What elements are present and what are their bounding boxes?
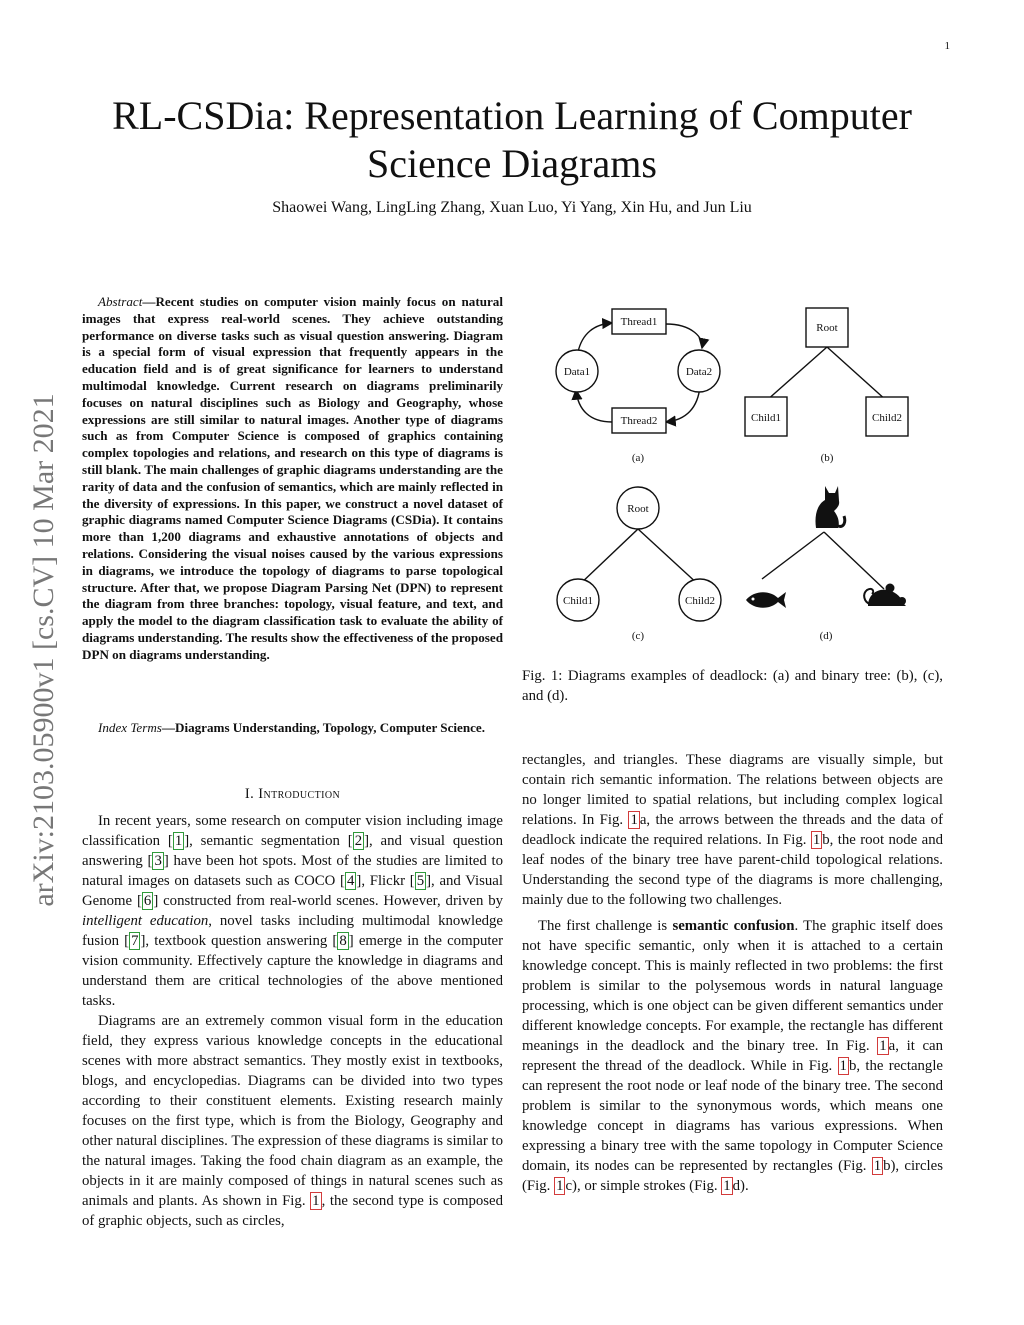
figure-link[interactable]: 1 bbox=[556, 1178, 564, 1194]
index-terms-text: Diagrams Understanding, Topology, Computer Science. bbox=[174, 720, 486, 735]
child2-label: Child2 bbox=[685, 595, 715, 607]
citation-link[interactable]: 1 bbox=[174, 833, 183, 849]
arxiv-identifier: arXiv:2103.05900v1 [cs.CV] 10 Mar 2021 bbox=[27, 393, 60, 907]
citation-link[interactable]: 3 bbox=[154, 853, 162, 869]
binary-tree-circles bbox=[557, 487, 721, 642]
subfigure-d-label: (d) bbox=[819, 630, 833, 642]
section-heading bbox=[82, 786, 503, 803]
root-label: Root bbox=[816, 322, 838, 334]
figure-link[interactable]: 1 bbox=[812, 832, 821, 848]
citation-link[interactable]: 8 bbox=[339, 933, 347, 949]
fish-icon bbox=[746, 592, 786, 608]
child1-label: Child1 bbox=[751, 412, 781, 424]
data1-label: Data1 bbox=[563, 366, 591, 378]
subfigure-c-label: (c) bbox=[631, 630, 645, 642]
paper-title: RL-CSDia: Representation Learning of Computer Science Diagrams bbox=[112, 93, 912, 186]
citation-link[interactable]: 4 bbox=[346, 873, 355, 889]
right-paragraph-1: rectangles, and triangles. These diagrams are visually simple, but contain rich semantic information. The relations between objects are no longer limited to spatial relations, but including complex logical relations. In Fig. 1 a, the arrows between the threads and the data of deadlock indicate the required relations. In Fig. 1 b, the root node and leaf nodes of the binary tree have parent-child topological relations. Understanding the second type of the diagrams is more challenging, mainly due to the following two challenges. bbox=[522, 752, 944, 908]
mouse-icon bbox=[864, 584, 906, 607]
citation-link[interactable]: 7 bbox=[131, 933, 139, 949]
deadlock-diagram bbox=[556, 309, 720, 464]
child2-label: Child2 bbox=[872, 412, 902, 424]
figure-link[interactable]: 1 bbox=[312, 1193, 320, 1209]
figure-1 bbox=[522, 290, 952, 655]
citation-link[interactable]: 2 bbox=[354, 833, 363, 849]
binary-tree-rectangles bbox=[745, 308, 908, 464]
figure-link[interactable]: 1 bbox=[879, 1038, 887, 1054]
right-column-text bbox=[522, 750, 943, 1196]
figure-link[interactable]: 1 bbox=[723, 1178, 731, 1194]
citation-link[interactable]: 5 bbox=[416, 873, 425, 889]
subfigure-b-label: (b) bbox=[820, 452, 834, 464]
root-label: Root bbox=[627, 503, 649, 515]
index-terms-label: Index Terms bbox=[98, 720, 162, 735]
thread1-label: Thread1 bbox=[620, 316, 658, 328]
arrow-thread2-to-data1 bbox=[576, 390, 612, 422]
child1-label: Child1 bbox=[563, 595, 593, 607]
abstract-label: Abstract bbox=[98, 294, 143, 309]
subfigure-a-label: (a) bbox=[631, 452, 645, 464]
abstract: Abstract—Recent studies on computer vision mainly focus on natural images that express real-world scenes. They achieve outstanding performance on diverse tasks such as visual question answering. Diagram is a special form of visual expression that frequently appears in the education field and is of great significance for learners to understand multimodal knowledge. Current research on diagrams preliminarily focuses on natural disciplines such as Biology and Geography, whose expressions are still similar to natural images. Another type of diagrams such as from Computer Science is composed of graphics containing complex topologies and relations, and research on this type of diagrams is still blank. The main challenges of graphic diagrams understanding are the rarity of data and the confusion of semantics, which are mainly reflected in the diversity of expressions. In this paper, we construct a novel dataset of graphic diagrams named Computer Science Diagrams (CSDia). It contains more than 1,200 diagrams and exhaustive annotations of objects and relations. Considering the visual noises caused by the various expressions in diagrams, we introduce the topology of diagrams to parse topological structure. After that, we propose Diagram Parsing Net (DPN) to represent the diagram from three branches: topology, visual feature, and text, and apply the model to the diagram classification task to evaluate the ability of diagrams understanding. The results show the effectiveness of the proposed DPN on diagrams understanding. bbox=[82, 294, 503, 662]
section-number: I. bbox=[244, 786, 255, 802]
intro-paragraph-2: Diagrams are an extremely common visual form in the education field, they express various knowledge concepts in the educational scenes with more abstract semantics. They mostly exist in textbooks, blogs, and encyclopedias. Diagrams can be divided into two types according to their constituent elements. Existing research mainly focuses on the first type, which is from the Biology, Geography and other natural disciplines. The expression of these diagrams is similar to the natural images. Taking the food chain diagram as an example, the objects in it are mainly composed of things in natural scenes such as animals and plants. As shown in Fig. 1 , the second type is composed of graphic objects, such as circles, bbox=[82, 1013, 504, 1229]
citation-link[interactable]: 6 bbox=[143, 893, 152, 909]
binary-tree-strokes bbox=[746, 486, 906, 642]
thread2-label: Thread2 bbox=[620, 415, 658, 427]
figure-link[interactable]: 1 bbox=[873, 1158, 882, 1174]
figure-caption: Fig. 1: Diagrams examples of deadlock: (a) and binary tree: (b), (c), and (d). bbox=[522, 668, 943, 704]
cat-icon bbox=[815, 486, 844, 528]
right-paragraph-2: The first challenge is semantic confusion. The graphic itself does not have specific semantic, only when it is attached to a certain knowledge concept. This is mainly reflected in two problems: the first problem is similar to the polysemous words in natural language processing, which is one object can be given different semantics under different knowledge concepts. For example, the rectangle has different meanings in the deadlock and the binary tree. In Fig. 1 a, it can represent the thread of the deadlock. While in Fig. 1 b, the rectangle can represent the root node or leaf node of the binary tree. The second problem is similar to the synonymous words, which means one knowledge concept in diagrams has various expressions. When expressing a binary tree with the same topology in Computer Science domain, its nodes can be represented by rectangles (Fig. 1 b), circles (Fig. 1 c), or simple strokes (Fig. 1 d). bbox=[522, 918, 944, 1194]
section-title: Introduction bbox=[258, 786, 341, 802]
figure-link[interactable]: 1 bbox=[630, 812, 638, 828]
author-list: Shaowei Wang, LingLing Zhang, Xuan Luo, Yi Yang, Xin Hu, and Jun Liu bbox=[272, 199, 752, 216]
abstract-text: Recent studies on computer vision mainly focus on natural images that express real-world scenes. They achieve outstanding performance on diverse tasks such as visual question answering. Diagram is a special form of visual expression that frequently appears in the education field and is of great significance for learners to understand multimodal knowledge. Current research on diagrams preliminarily focuses on natural disciplines such as Biology and Geography, whose expressions are still similar to natural images. Another type of diagrams such as from Computer Science is composed of graphics containing complex topologies and relations, and research on this type of diagrams is still blank. The main challenges of graphic diagrams understanding are the rarity of data and the confusion of semantics, which are mainly reflected in the diversity of expressions. In this paper, we construct a novel dataset of graphic diagrams named Computer Science Diagrams (CSDia). It contains more than 1,200 diagrams and exhaustive annotations of objects and relations. Considering the visual noises caused by the various expressions in diagrams, we introduce the topology of diagrams to parse topological structure. After that, we propose Diagram Parsing Net (DPN) to represent the diagram from three branches: topology, visual feature, and text, and apply the model to the diagram classification task to evaluate the ability of diagrams understanding. The results show the effectiveness of the proposed DPN on diagrams understanding. bbox=[82, 294, 503, 662]
figure-link[interactable]: 1 bbox=[839, 1058, 847, 1074]
intro-paragraph-1: In recent years, some research on computer vision including image classification [ 1 ], semantic segmentation [ 2 ], and visual question answering [ 3 ] have been hot spots. Most of the studies are limited to natural images on datasets such as COCO [ 4 ], Flickr [ 5 ], and Visual Genome [ 6 ] constructed from real-world scenes. However, driven by intelligent education, novel tasks including multimodal knowledge fusion [ 7 ], textbook question answering [ 8 ] emerge in the computer vision community. Effectively capture the knowledge in diagrams and understand them are critical technologies of the above mentioned tasks. bbox=[82, 813, 504, 1009]
page-number: 1 bbox=[944, 40, 950, 52]
arrow-data1-to-thread1 bbox=[578, 323, 612, 352]
data2-label: Data2 bbox=[685, 366, 713, 378]
arrow-thread1-to-data2 bbox=[666, 324, 702, 348]
index-terms: Index Terms—Diagrams Understanding, Topology, Computer Science. bbox=[98, 720, 486, 735]
intro-text bbox=[82, 811, 503, 1231]
arxiv-stamp bbox=[26, 350, 62, 950]
